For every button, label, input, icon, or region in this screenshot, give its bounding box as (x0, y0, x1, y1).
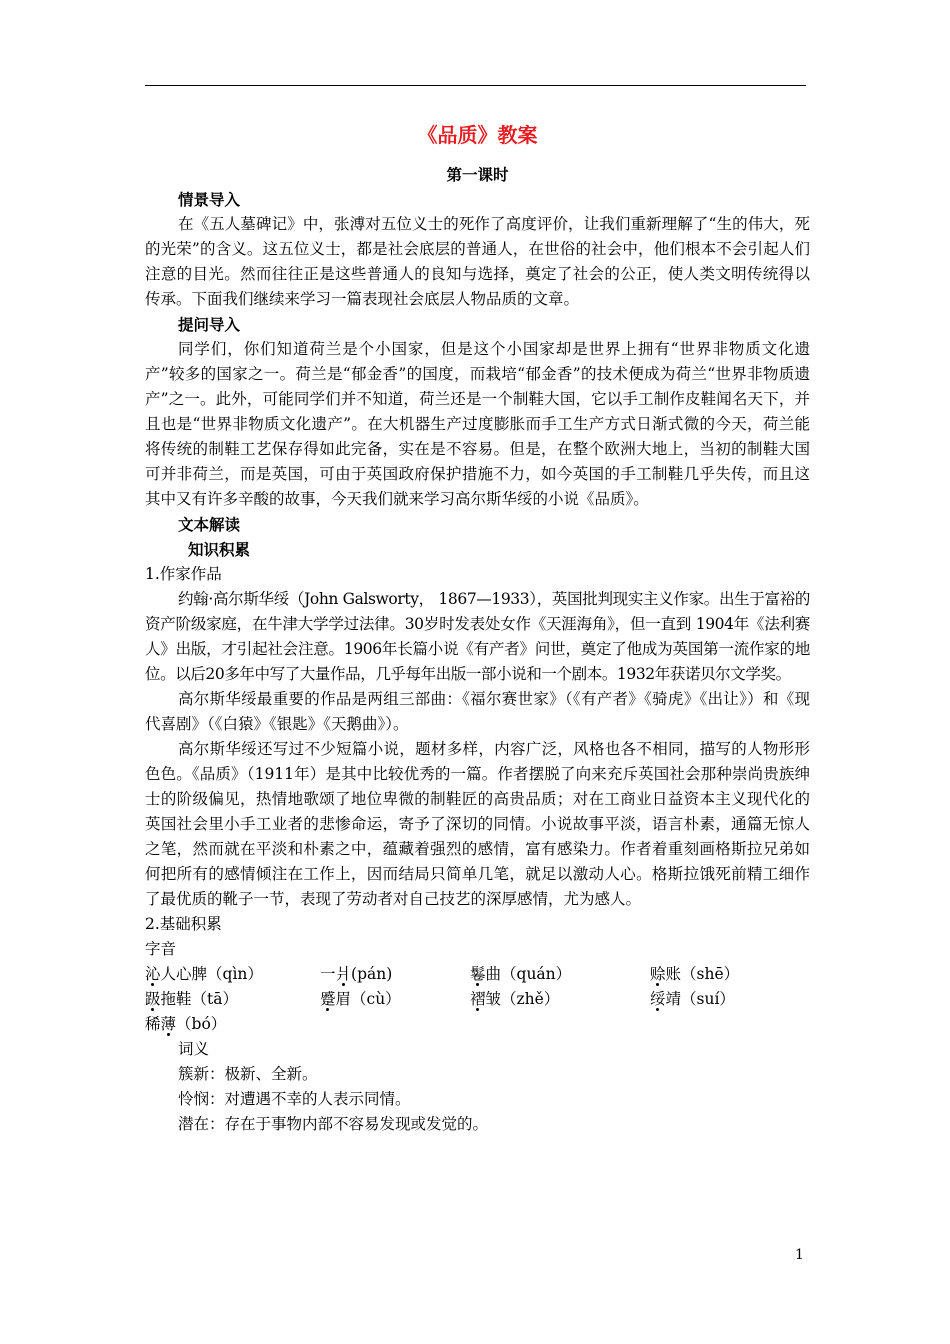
document-title: 《品质》教案 (417, 123, 538, 147)
vocab-entry: 怜悯：对遭遇不幸的人表示同情。 (178, 1090, 411, 1108)
pron-entry: 鬈曲（quán） (470, 965, 572, 983)
pron-entry: 褶皱（zhě） (470, 990, 560, 1008)
pron-entry: 趿拖鞋（tā） (145, 990, 238, 1008)
page-number: 1 (795, 1247, 804, 1263)
pron-entry: 一爿(pán) (320, 965, 393, 983)
knowledge-heading: 知识积累 (188, 540, 251, 559)
pron-entry: 赊账（shē） (650, 965, 740, 983)
vocab-entry: 潜在：存在于事物内部不容易发现或发觉的。 (178, 1115, 489, 1133)
question-paragraph: 同学们，你们知道荷兰是个小国家，但是这个小国家却是世界上拥有“世界非物质文化遗产”较多的国家之一。荷兰是“郁金香”的国度，而栽培“郁金香”的技术便成为荷兰“世界非物质遗产”之一。此外，可能同学们并不知道，荷兰还是一个制鞋大国，它以手工制作皮鞋闻名天下，并且也是“世界非物质文化遗产”。在大机器生产过度膨胀而手工生产方式日渐式微的今天，荷兰能将传统的制鞋工艺保存得如此完备，实在是不容易。但是，在整个欧洲大地上，当初的制鞋大国可并非荷兰，而是英国，可由于英国政府保护措施不力，如今英国的手工制鞋几乎失传，而且这其中又有许多辛酸的故事，今天我们就来学习高尔斯华绥的小说《品质》。 (145, 340, 810, 508)
author-paragraph: 约翰·高尔斯华绥（John Galsworty， 1867—1933），英国批判现实主义作家。出生于富裕的资产阶级家庭，在牛津大学学过法律。30岁时发表处女作《天涯海角》，但一直到 1904年《法利赛人》出版，才引起社会注意。1906年长篇小说《有产者》问世，奠定了他成为英国第一流作家的地位。以后20多年中写了大量作品，几乎每年出版一部小说和一个剧本。1932年获诺贝尔文学奖。 (145, 590, 810, 683)
works-paragraph: 高尔斯华绥最重要的作品是两组三部曲：《福尔赛世家》（《有产者》《骑虎》《出让》）和《现代喜剧》（《白猿》《银匙》《天鹅曲》）。 (145, 690, 810, 733)
item-basics: 2.基础积累 (145, 915, 222, 933)
pronunciation-label: 字音 (145, 940, 177, 958)
question-heading: 提问导入 (178, 315, 241, 334)
item-author-works: 1.作家作品 (145, 565, 222, 583)
header-rule (145, 85, 806, 86)
lesson-heading: 第一课时 (446, 165, 509, 184)
document-body (145, 118, 810, 1137)
scene-paragraph: 在《五人墓碑记》中，张溥对五位义士的死作了高度评价，让我们重新理解了“生的伟大，死的光荣”的含义。这五位义士，都是社会底层的普通人，在世俗的社会中，他们根本不会引起人们注意的目光。然而往往正是这些普通人的良知与选择，奠定了社会的公正，使人类文明传统得以传承。下面我们继续来学习一篇表现社会底层人物品质的文章。 (145, 215, 810, 308)
pron-entry: 蹙眉（cù） (320, 990, 401, 1008)
vocab-entry: 簇新：极新、全新。 (178, 1065, 318, 1083)
vocabulary-label: 词义 (178, 1040, 210, 1058)
pron-entry: 稀薄（bó） (145, 1015, 227, 1033)
story-paragraph: 高尔斯华绥还写过不少短篇小说，题材多样，内容广泛，风格也各不相同，描写的人物形形色色。《品质》（1911年）是其中比较优秀的一篇。作者摆脱了向来充斥英国社会那种崇尚贵族绅士的阶级偏见，热情地歌颂了地位卑微的制鞋匠的高贵品质；对在工商业日益资本主义现代化的英国社会里小手工业者的悲惨命运，寄予了深切的同情。小说故事平淡，语言朴素，通篇无惊人之笔，然而就在平淡和朴素之中，蕴藏着强烈的感情，富有感染力。作者着重刻画格斯拉兄弟如何把所有的感情倾注在工作上，因而结局只简单几笔，就足以激动人心。格斯拉饿死前精工细作了最优质的靴子一节，表现了劳动者对自己技艺的深厚感情，尤为感人。 (145, 740, 810, 908)
pronunciation-grid (145, 962, 810, 1037)
pron-entry: 绥靖（suí） (650, 990, 735, 1008)
scene-heading: 情景导入 (178, 190, 241, 209)
text-reading-heading: 文本解读 (178, 515, 241, 534)
pron-entry: 沁人心脾（qìn） (145, 965, 263, 983)
